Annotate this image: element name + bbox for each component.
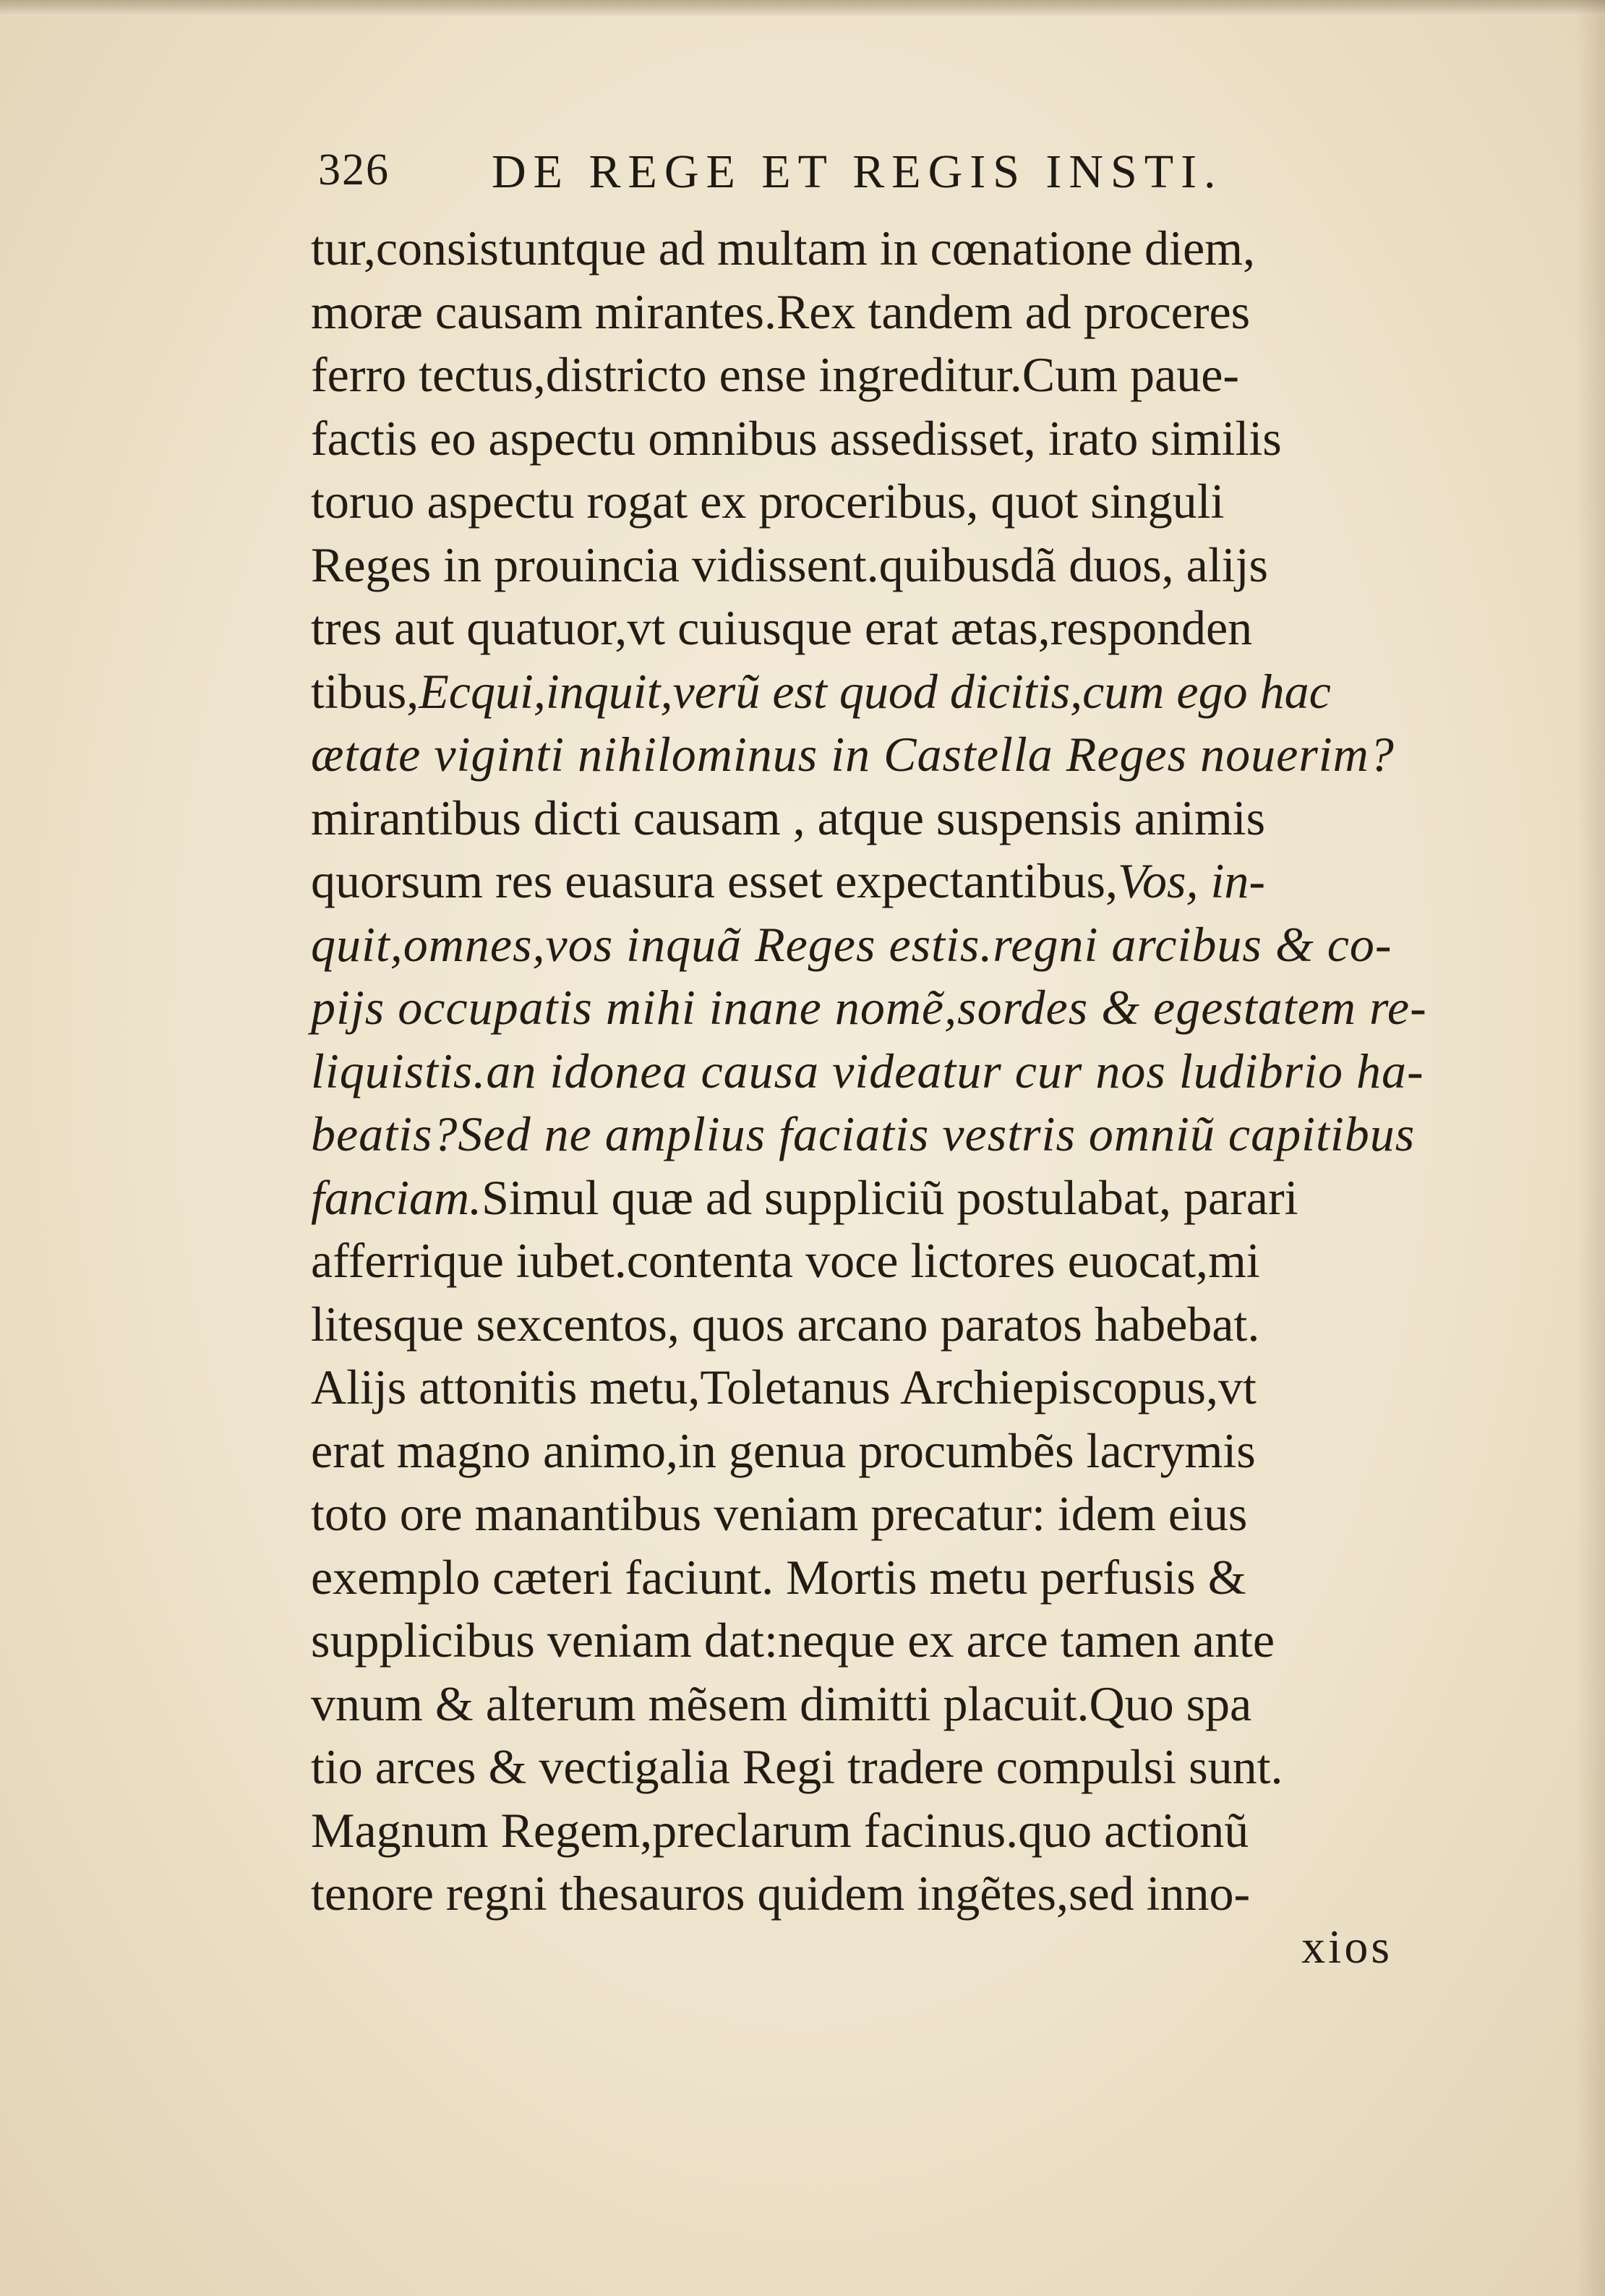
text-line-italic: liquistis.an idonea causa videatur cur nos ludibrio ha-	[311, 1043, 1424, 1098]
text-line	[311, 660, 1417, 724]
text-line: factis eo aspectu omnibus assedisset, irato similis	[311, 410, 1282, 466]
text-line	[311, 1166, 1417, 1230]
text-line: Reges in prouincia vidissent.quibusdã duos, alijs	[311, 537, 1268, 592]
text-line-italic: pijs occupatis mihi inane nomẽ,sordes & egestatem re-	[311, 980, 1427, 1035]
catchword: xios	[1301, 1921, 1393, 1973]
text-line: toto ore manantibus veniam precatur: idem eius	[311, 1486, 1248, 1541]
text-line: Alijs attonitis metu,Toletanus Archiepiscopus,vt	[311, 1360, 1257, 1414]
text-line: vnum & alterum mẽsem dimitti placuit.Quo spa	[311, 1676, 1252, 1731]
text-line	[311, 850, 1417, 913]
text-line: tenore regni thesauros quidem ingẽtes,sed inno-	[311, 1866, 1251, 1921]
text-line: tur,consistuntque ad multam in cœnatione diem,	[311, 221, 1256, 276]
text-line: erat magno animo,in genua procumbẽs lacrymis	[311, 1422, 1256, 1478]
body-text	[311, 217, 1427, 1926]
text-line-italic: ætate viginti nihilominus in Castella Reges nouerim?	[311, 727, 1395, 782]
roman-text: Simul quæ ad suppliciũ postulabat, parari	[482, 1169, 1298, 1225]
text-line: tres aut quatuor,vt cuiusque erat ætas,responden	[311, 600, 1253, 655]
text-line: Magnum Regem,preclarum facinus.quo actionũ	[311, 1802, 1249, 1858]
text-line: moræ causam mirantes.Rex tandem ad proceres	[311, 283, 1251, 339]
text-line: toruo aspectu rogat ex proceribus, quot singuli	[311, 474, 1225, 529]
roman-text: tibus,	[311, 663, 419, 719]
text-line: exemplo cæteri faciunt. Mortis metu perfusis &	[311, 1549, 1246, 1605]
text-line-italic: quit,omnes,vos inquã Reges estis.regni arcibus & co-	[311, 916, 1392, 972]
text-line: afferrique iubet.contenta voce lictores euocat,mi	[311, 1233, 1260, 1288]
italic-speech: Ecqui,inquit,verũ est quod dicitis,cum ego hac	[419, 663, 1331, 719]
roman-text: quorsum res euasura esset expectantibus,	[311, 853, 1118, 908]
page-right-shadow	[1576, 0, 1605, 2296]
page-top-edge	[0, 0, 1605, 16]
text-line: ferro tectus,districto ense ingreditur.Cum paue-	[311, 347, 1240, 402]
page-number: 326	[318, 145, 390, 195]
text-line: mirantibus dicti causam , atque suspensis animis	[311, 790, 1266, 845]
text-line: supplicibus veniam dat:neque ex arce tamen ante	[311, 1613, 1275, 1668]
text-line: litesque sexcentos, quos arcano paratos habebat.	[311, 1296, 1260, 1352]
page-header	[318, 145, 1287, 210]
running-title: DE REGE ET REGIS INSTI.	[492, 145, 1223, 198]
text-line: tio arces & vectigalia Regi tradere compulsi sunt.	[311, 1739, 1283, 1794]
text-line-italic: beatis?Sed ne amplius faciatis vestris omniũ capitibus	[311, 1106, 1416, 1161]
italic-speech: fanciam.	[311, 1169, 482, 1225]
italic-speech: Vos, in-	[1118, 853, 1265, 908]
